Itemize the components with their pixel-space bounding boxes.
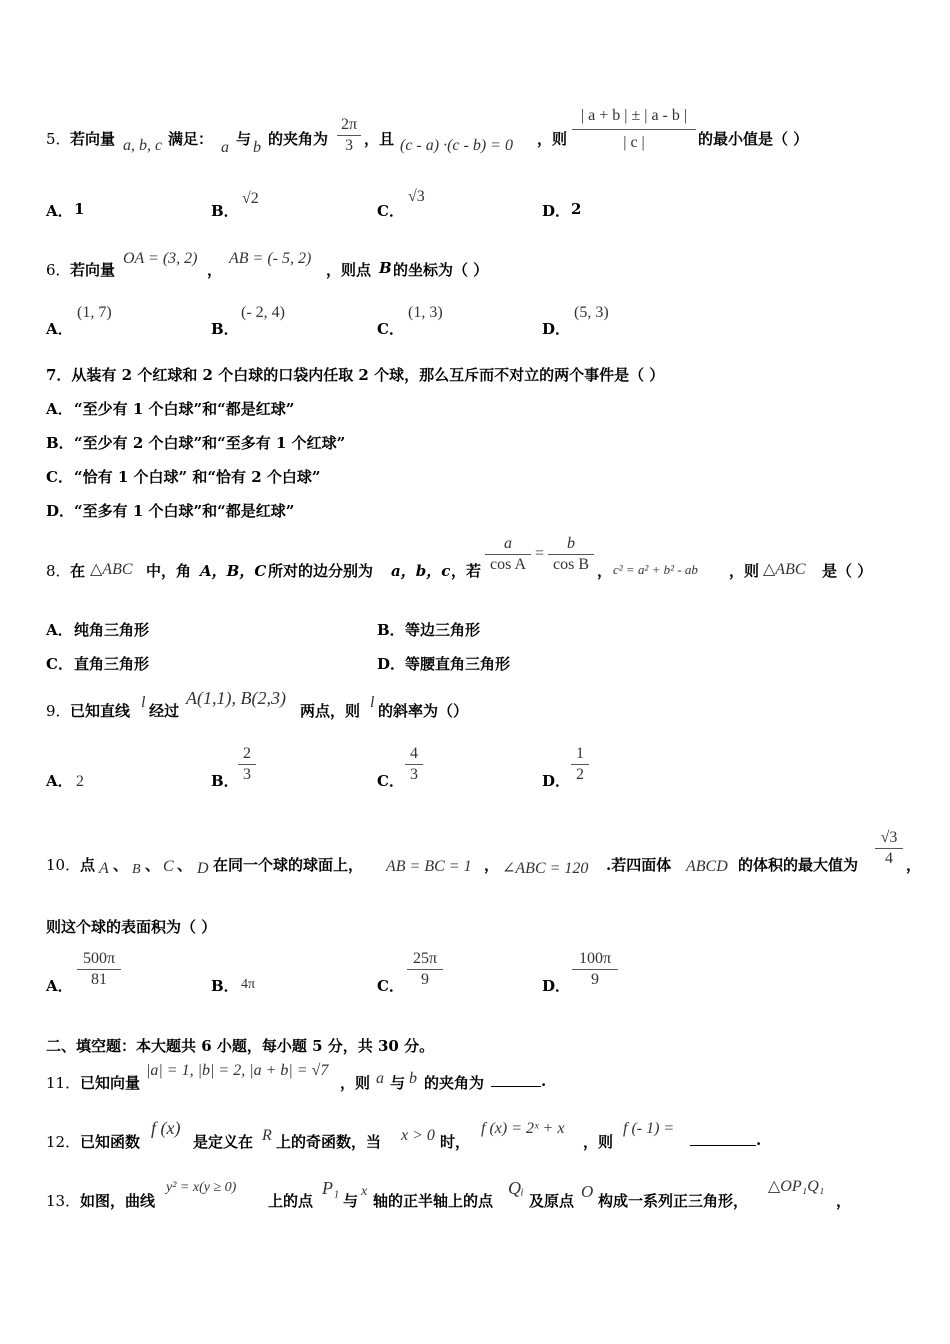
q7-option-c-label: C．	[46, 468, 73, 486]
q10-option-d-label: D．	[542, 977, 571, 995]
q6-vector-ab: AB = (- 5, 2)	[229, 250, 312, 267]
q10-line-2: 则这个球的表面积为（ ）	[46, 918, 217, 936]
q6-option-b-value: (- 2, 4)	[241, 304, 285, 321]
q8-triangle: △ABC	[90, 561, 133, 578]
q10-option-c-den: 9	[421, 971, 429, 988]
q10-condition-1: AB = BC = 1	[386, 858, 472, 875]
q13-text-6: 构成一系列正三角形，	[598, 1192, 749, 1210]
q10-number: 10．	[46, 856, 81, 874]
q6-text-2: ，则点	[326, 261, 372, 279]
q5-text-7: 的最小值是（ ）	[698, 130, 809, 148]
q10-text-1: 点	[80, 856, 96, 874]
q8-sides: a，b，c	[391, 562, 451, 580]
q8-fraction-2-num: b	[548, 535, 594, 555]
q11-condition: |a| = 1, |b| = 2, |a + b| = √7	[146, 1062, 329, 1079]
q10-point-a: A	[99, 860, 109, 877]
q11-text-3: 与	[390, 1074, 406, 1092]
q10-sep-3: 、	[177, 856, 193, 874]
q12-text-1: 已知函数	[80, 1133, 141, 1151]
q10-point-c: C	[163, 858, 174, 875]
q11-end: .	[541, 1072, 547, 1090]
q6-text-3: 的坐标为（ ）	[393, 261, 489, 279]
q10-option-d-fraction	[572, 950, 618, 990]
q9-line-l-2: l	[370, 694, 375, 711]
q10-option-d-den: 9	[591, 971, 599, 988]
q10-text-3: .若四面体	[606, 856, 672, 874]
q9-points: A(1,1), B(2,3)	[186, 688, 286, 708]
q5-angle-num: 2π	[337, 116, 361, 136]
q10-option-a-den: 81	[91, 971, 107, 988]
q7-option-d-value: “至多有 1 个白球”和“都是红球”	[74, 502, 295, 520]
q8-option-a-label: A．	[46, 621, 73, 639]
q13-text-3: 与	[343, 1192, 359, 1210]
q8-condition: c² = a² + b² - ab	[613, 562, 698, 577]
q10-volume-den: 4	[885, 850, 893, 867]
q9-line-l: l	[141, 694, 146, 711]
q5-option-a-value: 1	[74, 200, 85, 218]
q9-option-d-num: 1	[571, 745, 589, 765]
q9-option-c-fraction	[405, 745, 423, 785]
q12-text-5: ，则	[583, 1133, 614, 1151]
q9-option-a-label: A．	[46, 772, 73, 790]
q5-text-4: 的夹角为	[268, 130, 329, 148]
q13-point-qi: Qᵢ	[508, 1178, 524, 1198]
q8-text-1: 在	[70, 562, 86, 580]
q13-curve: y² = x(y ≥ 0)	[166, 1180, 237, 1195]
q8-option-c-value: 直角三角形	[74, 655, 150, 673]
q10-option-a-label: A．	[46, 977, 73, 995]
q6-option-d-label: D．	[542, 320, 571, 338]
q9-option-b-num: 2	[238, 745, 256, 765]
q13-text-1: 如图，曲线	[80, 1192, 156, 1210]
q9-text-2: 经过	[149, 702, 180, 720]
q9-option-b-label: B．	[211, 772, 239, 790]
q12-definition: f (x) = 2ˣ + x	[481, 1120, 565, 1137]
q5-option-c-value: √3	[408, 188, 425, 205]
q8-option-d-value: 等腰直角三角形	[405, 655, 511, 673]
q13-triangle: △OP₁Q₁	[768, 1178, 825, 1195]
q8-text-3: 所对的边分别为	[268, 562, 374, 580]
q5-option-d-label: D．	[542, 202, 571, 220]
q6-option-c-label: C．	[377, 320, 404, 338]
q10-comma: ，	[484, 856, 500, 874]
q5-expr-num: | a + b | ± | a - b |	[572, 107, 696, 130]
q7-option-b-label: B．	[46, 434, 74, 452]
q12-fx: f (x)	[151, 1118, 181, 1138]
q9-number: 9．	[46, 702, 71, 720]
q6-option-d-value: (5, 3)	[574, 304, 609, 321]
q8-option-b-label: B．	[377, 621, 405, 639]
q9-option-c-num: 4	[405, 745, 423, 765]
q8-fraction-1-num: a	[485, 535, 531, 555]
q6-option-b-label: B．	[211, 320, 239, 338]
q10-text-2: 在同一个球的球面上，	[213, 856, 364, 874]
q9-option-a-value: 2	[76, 773, 84, 790]
q13-text-4: 轴的正半轴上的点	[373, 1192, 494, 1210]
q10-option-a-num: 500π	[77, 950, 121, 970]
q11-vec-b: b	[409, 1070, 417, 1087]
q12-text-4: 时，	[440, 1133, 471, 1151]
q5-option-c-label: C．	[377, 202, 404, 220]
q5-text-5: ，且	[364, 130, 395, 148]
q11-answer-blank[interactable]	[491, 1086, 541, 1087]
q10-point-d: D	[197, 860, 209, 877]
q6-sep: ，	[207, 261, 223, 279]
q5-option-b-value: √2	[242, 190, 259, 207]
q7-option-b-value: “至少有 2 个白球”和“至多有 1 个红球”	[74, 434, 346, 452]
q8-fraction-1	[485, 535, 531, 575]
q11-text-1: 已知向量	[80, 1074, 141, 1092]
q5-vec-b: b	[253, 139, 261, 156]
q8-option-b-value: 等边三角形	[405, 621, 481, 639]
q10-option-b-label: B．	[211, 977, 239, 995]
q8-fraction-2	[548, 535, 594, 575]
q8-angles: A，B，C	[200, 562, 267, 580]
q10-sep-2: 、	[145, 856, 161, 874]
q5-text-3: 与	[236, 130, 252, 148]
q12-number: 12．	[46, 1133, 81, 1151]
q5-option-b-label: B．	[211, 202, 239, 220]
q7-option-c-value: “恰有 1 个白球” 和“恰有 2 个白球”	[74, 468, 321, 486]
q9-option-d-fraction	[571, 745, 589, 785]
q5-text-1: 若向量	[70, 130, 116, 148]
q5-condition: (c - a) ·(c - b) = 0	[400, 137, 513, 154]
q7-option-a-value: “至少有 1 个白球”和“都是红球”	[74, 400, 295, 418]
q9-option-d-label: D．	[542, 772, 571, 790]
q9-text-4: 的斜率为（）	[378, 702, 469, 720]
q5-expr-fraction	[572, 107, 696, 153]
q5-number: 5．	[46, 130, 71, 148]
q5-text-6: ，则	[537, 130, 568, 148]
q8-text-6: 是（ ）	[822, 562, 873, 580]
q8-fraction-1-den: cos A	[490, 556, 526, 573]
q9-option-c-label: C．	[377, 772, 404, 790]
q13-x: x	[361, 1184, 368, 1199]
q8-fraction-2-den: cos B	[553, 556, 589, 573]
q10-text-4: 的体积的最大值为	[738, 856, 859, 874]
q13-text-2: 上的点	[268, 1192, 314, 1210]
q12-x-positive: x > 0	[401, 1127, 435, 1144]
q6-option-c-value: (1, 3)	[408, 304, 443, 321]
q5-option-a-label: A．	[46, 202, 73, 220]
q11-number: 11．	[46, 1074, 81, 1092]
q8-number: 8．	[46, 562, 71, 580]
q12-end: .	[756, 1131, 762, 1149]
q7-option-d-label: D．	[46, 502, 75, 520]
q12-r: R	[262, 1127, 272, 1144]
q10-option-d-num: 100π	[572, 950, 618, 970]
q9-option-b-fraction	[238, 745, 256, 785]
q8-option-a-value: 纯角三角形	[74, 621, 150, 639]
q10-sep-1: 、	[113, 856, 129, 874]
section-2-heading: 二、填空题：本大题共 6 小题，每小题 5 分，共 30 分。	[46, 1037, 435, 1055]
q12-text-2: 是定义在	[193, 1133, 254, 1151]
q5-expr-den: | c |	[623, 134, 645, 151]
q13-point-p1: P₁	[322, 1178, 340, 1198]
q10-condition-2: ∠ABC = 120	[502, 860, 589, 877]
q5-text-2: 满足：	[168, 130, 214, 148]
q5-angle-fraction	[337, 116, 361, 156]
q12-f-minus-one: f (- 1) =	[623, 1120, 675, 1137]
q8-option-d-label: D．	[377, 655, 406, 673]
q11-vec-a: a	[376, 1070, 384, 1087]
q10-point-b: B	[132, 862, 141, 877]
q13-text-5: 及原点	[529, 1192, 575, 1210]
q13-text-7: ，	[836, 1192, 852, 1210]
q9-option-d-den: 2	[576, 766, 584, 783]
q8-option-c-label: C．	[46, 655, 73, 673]
q13-origin: O	[581, 1182, 594, 1201]
q12-answer-blank[interactable]	[690, 1145, 756, 1146]
q5-option-d-value: 2	[571, 200, 582, 218]
q10-option-a-fraction	[77, 950, 121, 990]
q10-text-5: ，	[906, 856, 922, 874]
q5-vectors: a, b, c	[123, 137, 163, 154]
q9-text-1: 已知直线	[70, 702, 131, 720]
q6-point-b: B	[379, 259, 392, 277]
q10-option-c-num: 25π	[407, 950, 443, 970]
q9-option-c-den: 3	[410, 766, 418, 783]
q10-volume-num: √3	[875, 829, 903, 849]
q8-comma: ，	[597, 562, 613, 580]
q6-number: 6．	[46, 261, 71, 279]
q11-text-4: 的夹角为	[424, 1074, 485, 1092]
q11-text-2: ，则	[340, 1074, 371, 1092]
q5-vec-a: a	[221, 139, 229, 156]
q12-text-3: 上的奇函数，当	[276, 1133, 382, 1151]
q13-number: 13．	[46, 1192, 81, 1210]
q9-option-b-den: 3	[243, 766, 251, 783]
q9-text-3: 两点，则	[300, 702, 361, 720]
q10-volume-fraction	[875, 829, 903, 869]
q8-equals: =	[535, 545, 545, 562]
q6-option-a-label: A．	[46, 320, 73, 338]
q8-text-2: 中，角	[146, 562, 192, 580]
q8-text-4: ，若	[451, 562, 482, 580]
q7-option-a-label: A．	[46, 400, 73, 418]
q10-option-c-label: C．	[377, 977, 404, 995]
q5-angle-den: 3	[345, 137, 353, 154]
q10-abcd: ABCD	[686, 858, 728, 875]
q10-option-b-value: 4π	[241, 977, 256, 992]
q7-stem: 7．从装有 2 个红球和 2 个白球的口袋内任取 2 个球，那么互斥而不对立的两个事件是（ ）	[46, 366, 665, 384]
q10-option-c-fraction	[407, 950, 443, 990]
q6-text-1: 若向量	[70, 261, 116, 279]
q6-option-a-value: (1, 7)	[77, 304, 112, 321]
q8-triangle-2: △ABC	[763, 561, 806, 578]
q8-text-5: ，则	[729, 562, 760, 580]
q6-vector-oa: OA = (3, 2)	[123, 250, 198, 267]
